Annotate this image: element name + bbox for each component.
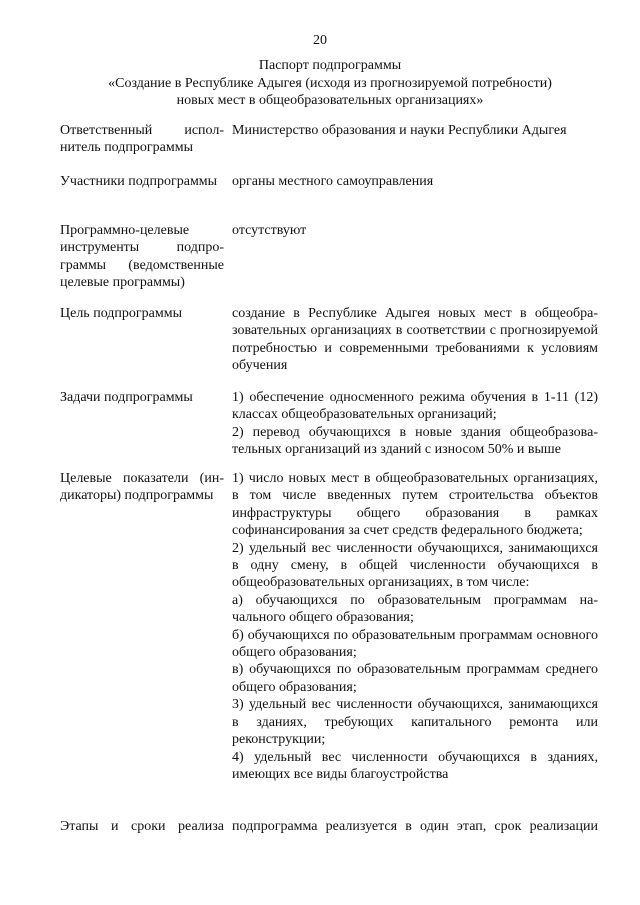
title-line-3: новых мест в общеобразовательных организациях» (176, 93, 484, 108)
title-line-2: «Создание в Республике Адыгея (исходя из прогнозируемой потребности) (108, 75, 552, 91)
row-value-text: 1) число новых мест в общеобразовательных организациях, в том числе введенных путем строительства объектов инфраструктуры общего образования в рамках софинансирования за счет средств федерального бюджета; (232, 471, 598, 539)
document-title (60, 57, 600, 110)
row-label: Целевые показатели (индикаторы) подпрограммы (60, 471, 224, 504)
row-value (232, 173, 598, 190)
row-label: Этапы и сроки реализа (60, 819, 224, 834)
row-value-text: 3) удельный вес численности обучающихся, занимающихся в зданиях, требующих капитального ремонта или реконструкции; (232, 697, 598, 748)
row-value (232, 818, 598, 835)
title-line-1: Паспорт подпрограммы (258, 58, 402, 73)
row-value-text: отсутствуют (232, 223, 307, 238)
row-label: Задачи подпрограммы (60, 390, 193, 405)
row-value-text: а) обучающихся по образовательным программам начального общего образования; (232, 592, 598, 626)
row-label: Ответственный исполнитель подпрограммы (60, 123, 224, 156)
row-label: Цель подпрограммы (60, 306, 182, 321)
row-value-text: 4) удельный вес численности обучающихся в зданиях, имеющих все виды благоустройства (232, 749, 598, 782)
row-label: Участники подпрограммы (60, 174, 218, 189)
row-value-text: 2) перевод обучающихся в новые здания общеобразовательных организаций из зданий с износом 50% и выше (232, 424, 598, 458)
row-value-text: органы местного самоуправления (232, 174, 434, 189)
row-value (232, 305, 598, 375)
row-value (232, 389, 598, 459)
row-label: Программно-целевые инструменты подпрограммы (ведомственные целевые программы) (60, 223, 224, 291)
row-value-text: Министерство образования и науки Республики Адыгея (232, 123, 567, 138)
row-value-text: 2) удельный вес численности обучающихся, занимающихся в одну смену, в общей численности обучающихся в общеобразовательных организациях, в том числе: (232, 540, 598, 591)
row-value (232, 470, 598, 783)
row-value (232, 222, 598, 239)
row-value-text: б) обучающихся по образовательным программам основного общего образования; (232, 627, 598, 661)
page-number: 20 (313, 33, 327, 48)
row-value-text: в) обучающихся по образовательным программам среднего общего образования; (232, 662, 598, 695)
row-value-text: 1) обеспечение односменного режима обучения в 1-11 (12) классах общеобразовательных организаций; (232, 390, 598, 423)
row-value (232, 122, 598, 139)
row-value-text: создание в Республике Адыгея новых мест в общеобразовательных организациях в соответствии с прогнозируемой потребностью и современными требованиями к условиям обучения (232, 306, 598, 374)
row-value-text: подпрограмма реализуется в один этап, срок реализации (232, 819, 598, 834)
